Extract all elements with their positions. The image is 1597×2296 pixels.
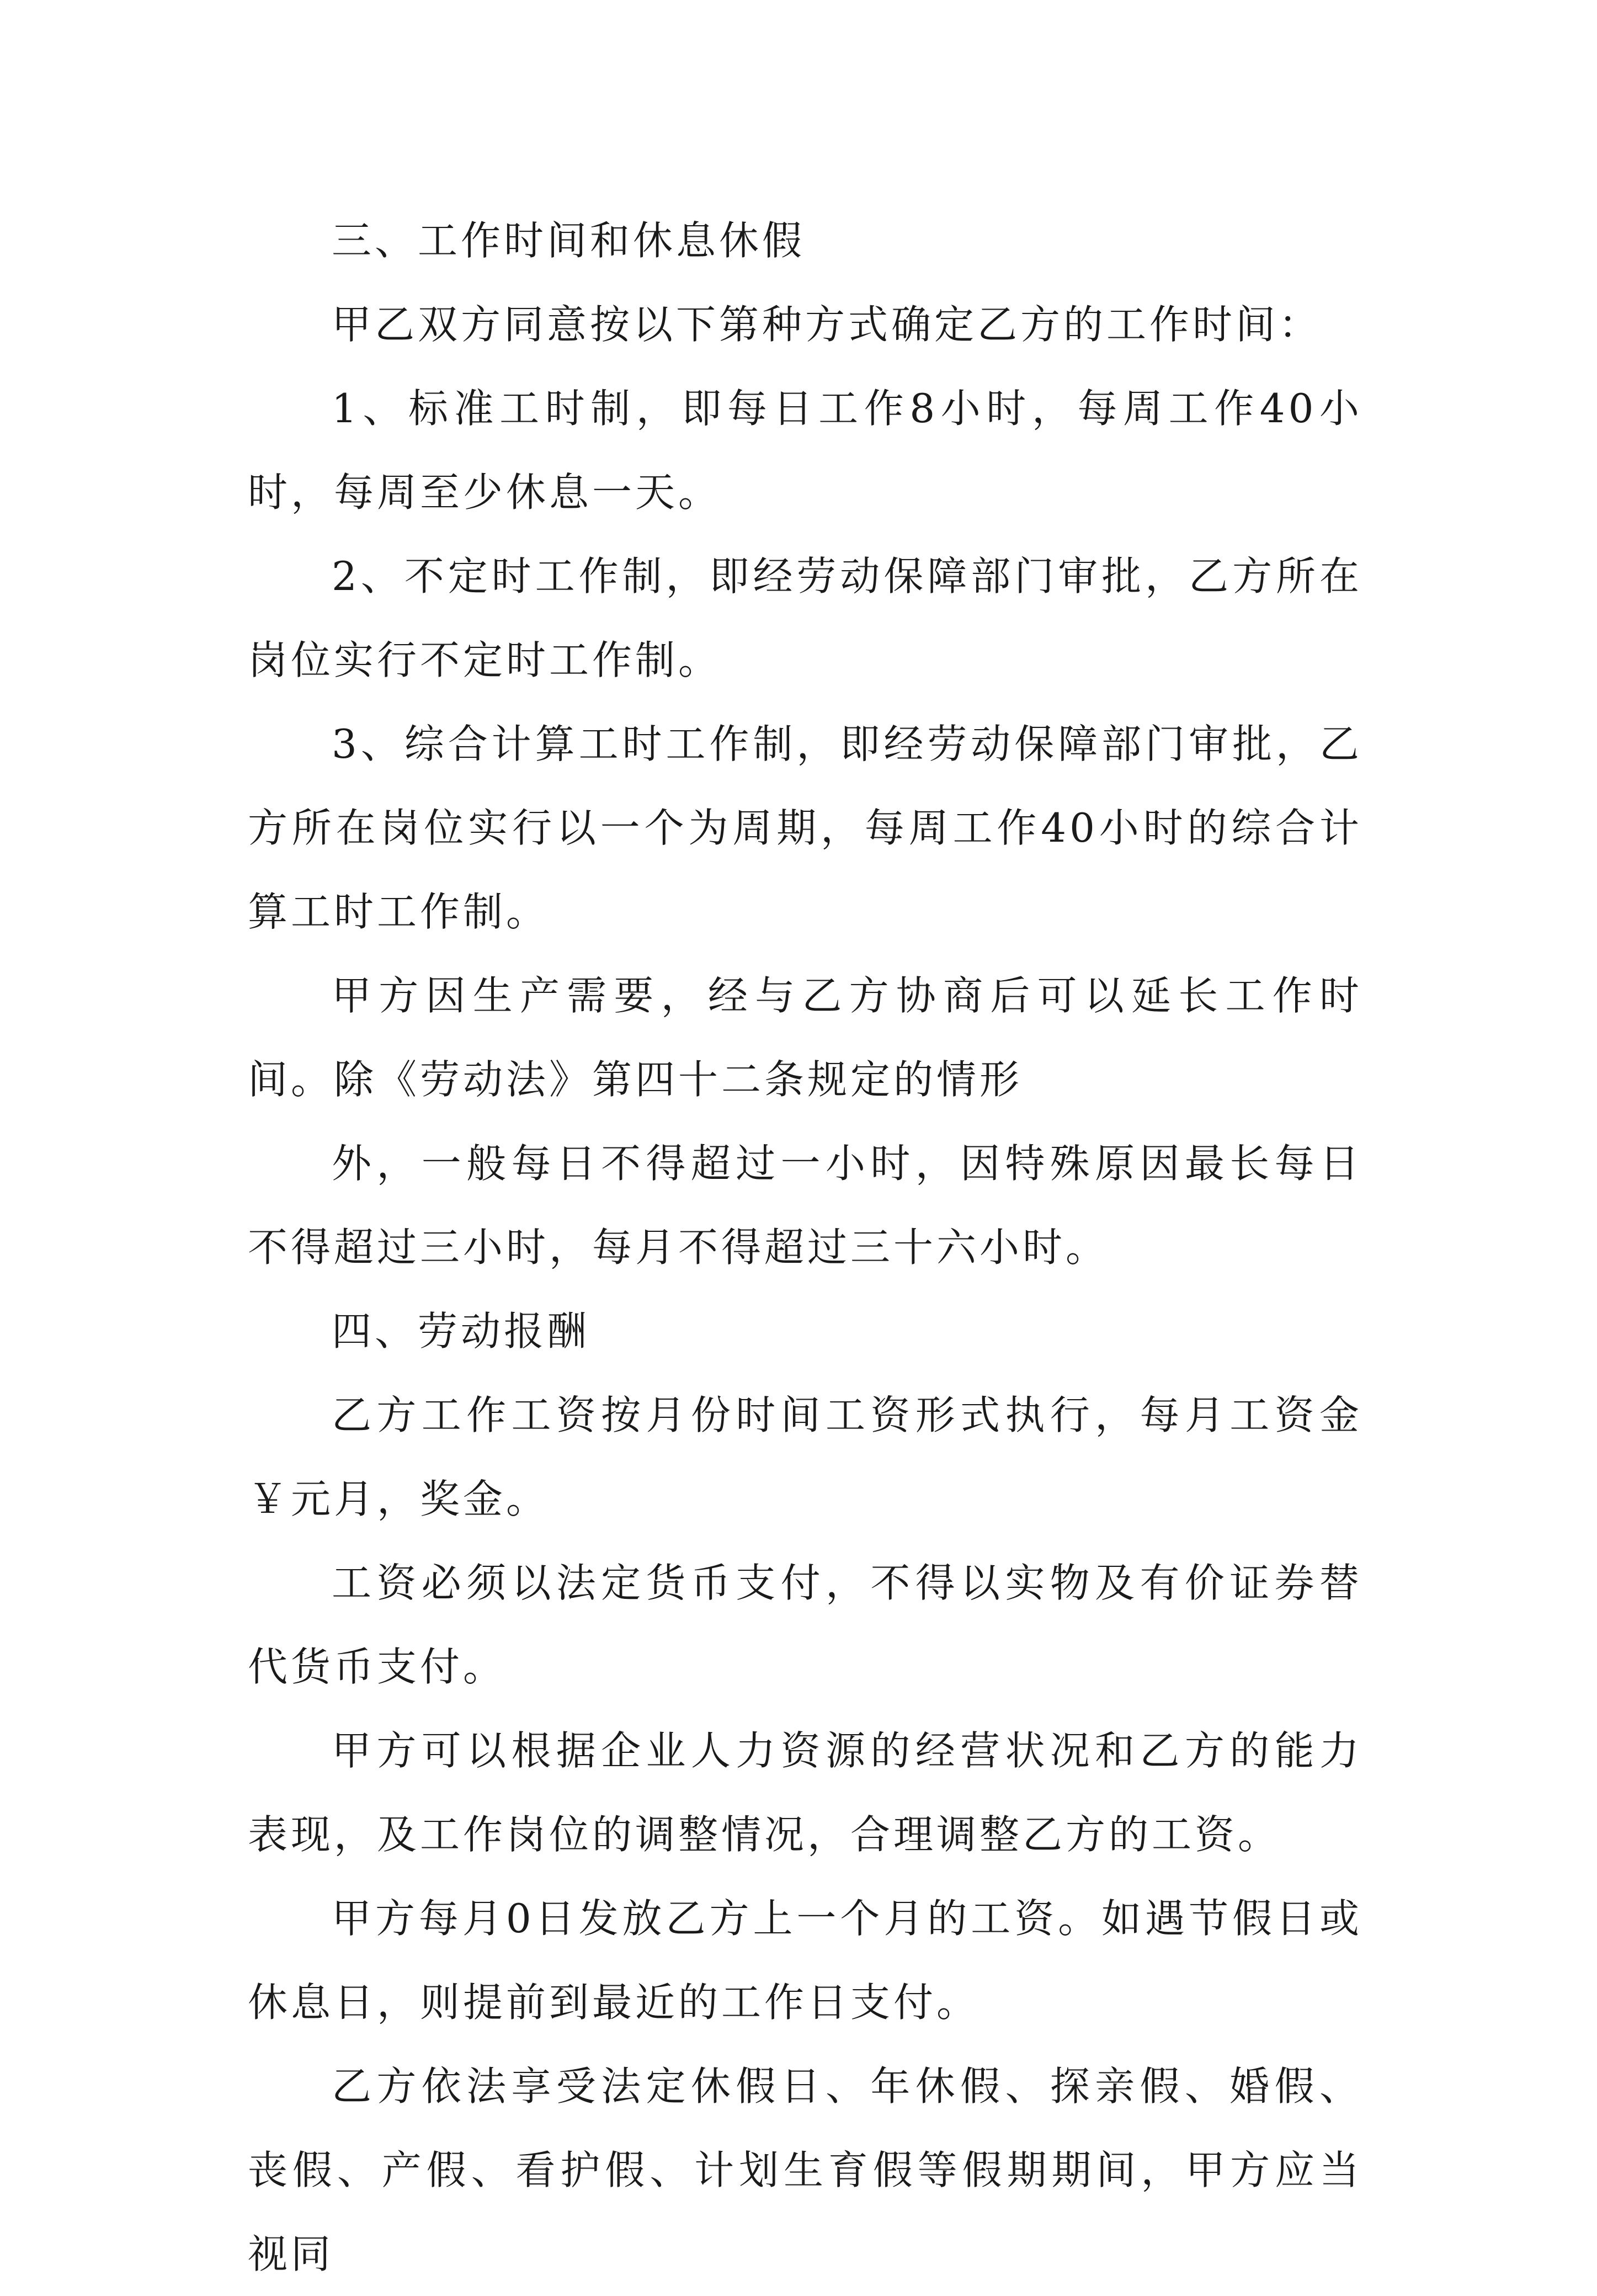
paragraph-standard-hours: 1、标准工时制，即每日工作8小时，每周工作40小时，每周至少休息一天。: [248, 385, 1362, 515]
paragraph-flexible-hours: 2、不定时工作制，即经劳动保障部门审批，乙方所在岗位实行不定时工作制。: [248, 553, 1362, 683]
paragraph-payday: 甲方每月0日发放乙方上一个月的工资。如遇节假日或休息日，则提前到最近的工作日支付。: [248, 1895, 1362, 2026]
section-heading-work-hours: 三、工作时间和休息休假: [332, 217, 806, 264]
paragraph-leave-entitlements: 乙方依法享受法定休假日、年休假、探亲假、婚假、丧假、产假、看护假、计划生育假等假期期间，甲方应当视同: [248, 2063, 1362, 2277]
paragraph-overtime-extension: 甲方因生产需要，经与乙方协商后可以延长工作时间。除《劳动法》第四十二条规定的情形: [248, 972, 1362, 1103]
document-body: [248, 199, 1362, 2296]
paragraph-work-time-method: 甲乙双方同意按以下第种方式确定乙方的工作时间：: [332, 301, 1322, 348]
paragraph-monthly-wage: 乙方工作工资按月份时间工资形式执行，每月工资金￥元月，奖金。: [248, 1392, 1362, 1522]
paragraph-comprehensive-hours: 3、综合计算工时工作制，即经劳动保障部门审批，乙方所在岗位实行以一个为周期，每周工作40小时的综合计算工时工作制。: [248, 721, 1362, 935]
paragraph-wage-adjustment: 甲方可以根据企业人力资源的经营状况和乙方的能力表现，及工作岗位的调整情况，合理调整乙方的工资。: [248, 1728, 1362, 1858]
paragraph-legal-currency: 工资必须以法定货币支付，不得以实物及有价证券替代货币支付。: [248, 1560, 1362, 1690]
section-heading-remuneration: 四、劳动报酬: [332, 1308, 590, 1354]
paragraph-overtime-limits: 外，一般每日不得超过一小时，因特殊原因最长每日不得超过三小时，每月不得超过三十六小时。: [248, 1140, 1362, 1271]
